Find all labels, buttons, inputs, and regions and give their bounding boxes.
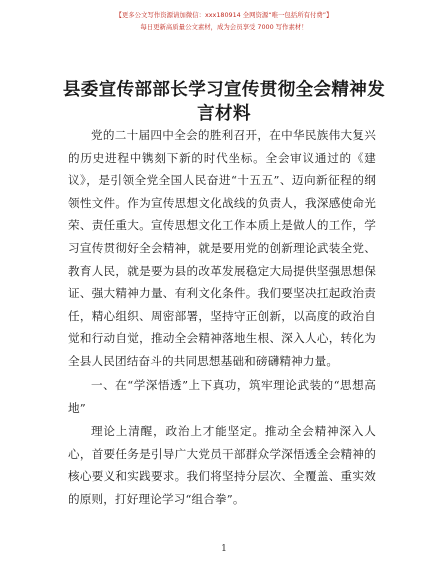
section-heading-1: 一、在“学深悟透”上下真功，筑牢理论武装的“思想高地” [68, 378, 376, 415]
page-number: 1 [221, 544, 227, 554]
body-paragraph-section-1: 理论上清醒，政治上才能坚定。推动全会精神深入人心，首要任务是引导广大党员干部群众学深悟透全会精神的核心要义和实践要求。我们将坚持分层次、全覆盖、重实效的原则，打好理论学习“组合拳”。 [68, 424, 376, 506]
promo-banner-line-2: 每日更新高质量公文素材，成为会员享受 7000 写作素材！ [140, 23, 308, 31]
document-title: 县委宣传部部长学习宣传贯彻全会精神发言材料 [62, 80, 386, 124]
promo-banner-line-1: 【更多公文写作资源请加微信：xxx180914 全网资源“唯一包括所有付费”】 [115, 11, 333, 19]
body-paragraph-intro: 党的二十届四中全会的胜利召开，在中华民族伟大复兴的历史进程中镌刻下新的时代坐标。全会审议通过的《建议》，是引领全党全国人民奋进“十五五”、迈向新征程的纲领性文件。作为宣传思想文化战线的负责人，我深感使命光荣、责任重大。宣传思想文化工作本质上是做人的工作，学习宣传贯彻好全会精神，就是要用党的创新理论武装全党、教育人民，就是要为县的改革发展稳定大局提供坚强思想保证、强大精神力量、有利文化条件。我们要坚决扛起政治责任，精心组织、周密部署，坚持守正创新，以高度的政治自觉和行动自觉，推动全会精神落地生根、深入人心，转化为全县人民团结奋斗的共同思想基础和磅礴精神力量。 [68, 128, 376, 368]
